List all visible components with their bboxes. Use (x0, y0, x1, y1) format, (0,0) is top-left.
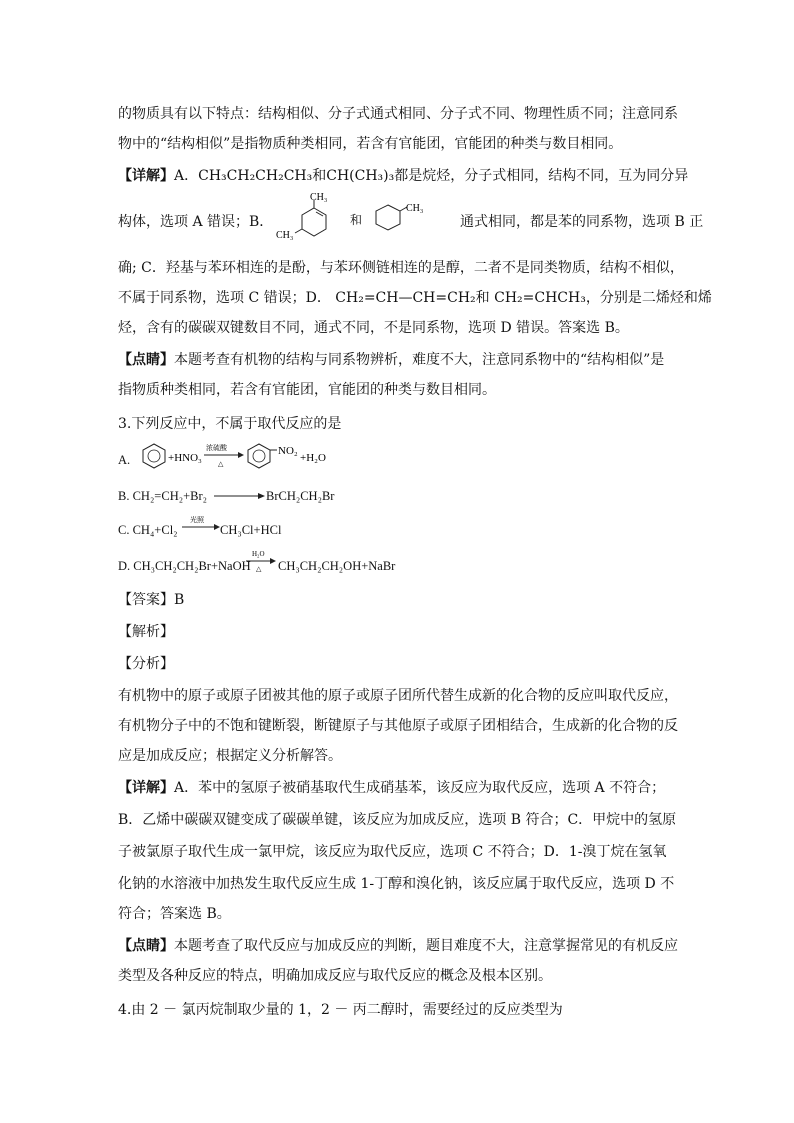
q4-stem: 4.由 2 － 氯丙烷制取少量的 1，2 － 丙二醇时，需要经过的反应类型为 (118, 1002, 563, 1018)
q3-option-b-label: B. CH₂=CH₂+Br₂ (118, 489, 207, 503)
q2-detail-line-1 (118, 166, 688, 186)
intro-line-2: 物中的“结构相似”是指物质种类相同，若含有官能团，官能团的种类与数目相同。 (118, 136, 623, 152)
q3-detail-line-3: 子被氯原子取代生成一氯甲烷，该反应为取代反应，选项 C 不符合；D．1-溴丁烷在氢氧 (118, 844, 667, 860)
q3-analysis-heading: 【解析】 (118, 624, 174, 640)
intro-line-1: 的物质具有以下特点：结构相似、分子式通式相同、分子式不同、物理性质不同；注意同系 (118, 106, 678, 122)
q3-definition-line-3: 应是加成反应；根据定义分析解答。 (118, 748, 342, 764)
q3-answer: 【答案】B (118, 592, 185, 608)
q2-detail-line-3: 确; C．羟基与苯环相连的是酚，与苯环侧链相连的是醇，二者不是同类物质，结构不相似， (118, 260, 684, 276)
q3-stem: 3.下列反应中，不属于取代反应的是 (118, 416, 342, 432)
comment-text: 本题考查有机物的结构与同系物辨析，难度不大，注意同系物中的“结构相似”是 (174, 352, 665, 368)
q2-detail-line-4: 不属于同系物，选项 C 错误；D． CH₂=CH—CH=CH₂和 CH₂=CHCH₃，分别是二烯烃和烯 (118, 290, 712, 306)
q2-comment-line-1 (118, 350, 664, 370)
detail-tag: 【详解】 (118, 168, 174, 184)
option-d-cond-bottom: △ (256, 565, 262, 573)
q3-analyze-heading: 【分析】 (118, 656, 174, 672)
q3-comment-line-1 (118, 936, 678, 956)
o-xylene-structure (276, 192, 340, 242)
q3-option-c-product: CH₃Cl+HCl (220, 523, 282, 537)
q3-comment-tag: 【点睛】 (118, 938, 174, 954)
q3-definition-line-2: 有机物分子中的不饱和键断裂，断键原子与其他原子或原子团相结合，生成新的化合物的反 (118, 718, 678, 734)
q3-detail-line-5: 符合；答案选 B。 (118, 906, 231, 922)
q3-detail-line-2: B．乙烯中碳碳双键变成了碳碳单键，该反应为加成反应，选项 B 符合；C．甲烷中的氢原 (118, 812, 677, 828)
q3-comment-line-2: 类型及各种反应的特点，明确加成反应与取代反应的概念及根本区别。 (118, 968, 552, 984)
detail-text: A．CH₃CH₂CH₂CH₃和CH(CH₃)₃都是烷烃，分子式相同，结构不同，互为同分异 (174, 168, 689, 184)
q2-detail-line-2-pre: 构体，选项 A 错误；B． (118, 214, 274, 230)
comment-tag: 【点睛】 (118, 352, 174, 368)
q3-definition-line-1: 有机物中的原子或原子团被其他的原子或原子团所代替生成新的化合物的反应叫取代反应， (118, 688, 678, 704)
q2-detail-line-5: 烃，含有的碳碳双键数目不同，通式不同，不是同系物，选项 D 错误。答案选 B。 (118, 320, 629, 336)
q3-option-b-arrow (214, 490, 266, 502)
option-d-cond-top: H₂O (252, 550, 265, 558)
q2-detail-line-2-post: 通式相同，都是苯的同系物，选项 B 正 (460, 214, 704, 230)
option-a-product: NO₂ (278, 445, 298, 457)
option-a-cond-bottom: △ (218, 460, 224, 468)
q3-detail-line-1 (118, 778, 665, 798)
q3-comment-text: 本题考查了取代反应与加成反应的判断，题目难度不大，注意掌握常见的有机反应 (174, 938, 678, 954)
option-c-cond: 光照 (190, 516, 204, 524)
q3-option-a-label: A. (118, 453, 131, 467)
option-a-tail: +H₂O (300, 452, 326, 464)
option-a-reagent: +HNO₃ (168, 452, 202, 464)
q2-comment-line-2: 指物质种类相同，若含有官能团，官能团的种类与数目相同。 (118, 382, 496, 398)
struct-and: 和 (350, 213, 363, 227)
q3-option-d-product: CH₃CH₂CH₂OH+NaBr (278, 559, 396, 573)
q3-option-c-label: C. CH₄+Cl₂ (118, 523, 178, 537)
q3-option-c-arrow (182, 514, 222, 536)
q3-option-d-arrow (246, 548, 278, 574)
q3-option-b-product: BrCH₂CH₂Br (266, 489, 335, 503)
struct-right-label: CH₃ (406, 203, 424, 214)
option-a-cond-top: 浓硫酸 (206, 444, 227, 452)
q3-detail-text: A．苯中的氢原子被硝基取代生成硝基苯，该反应为取代反应，选项 A 不符合； (174, 780, 666, 796)
q3-option-a-reaction (142, 442, 382, 472)
q3-detail-tag: 【详解】 (118, 780, 174, 796)
toluene-structure (376, 202, 436, 232)
struct-left-label-top: CH₃ (310, 192, 328, 203)
q3-option-d-label: D. CH₃CH₂CH₂Br+NaOH (118, 559, 251, 573)
q3-detail-line-4: 化钠的水溶液中加热发生取代反应生成 1-丁醇和溴化钠，该反应属于取代反应，选项 D 不 (118, 876, 675, 892)
struct-left-label-bottom: CH₃ (276, 230, 294, 241)
